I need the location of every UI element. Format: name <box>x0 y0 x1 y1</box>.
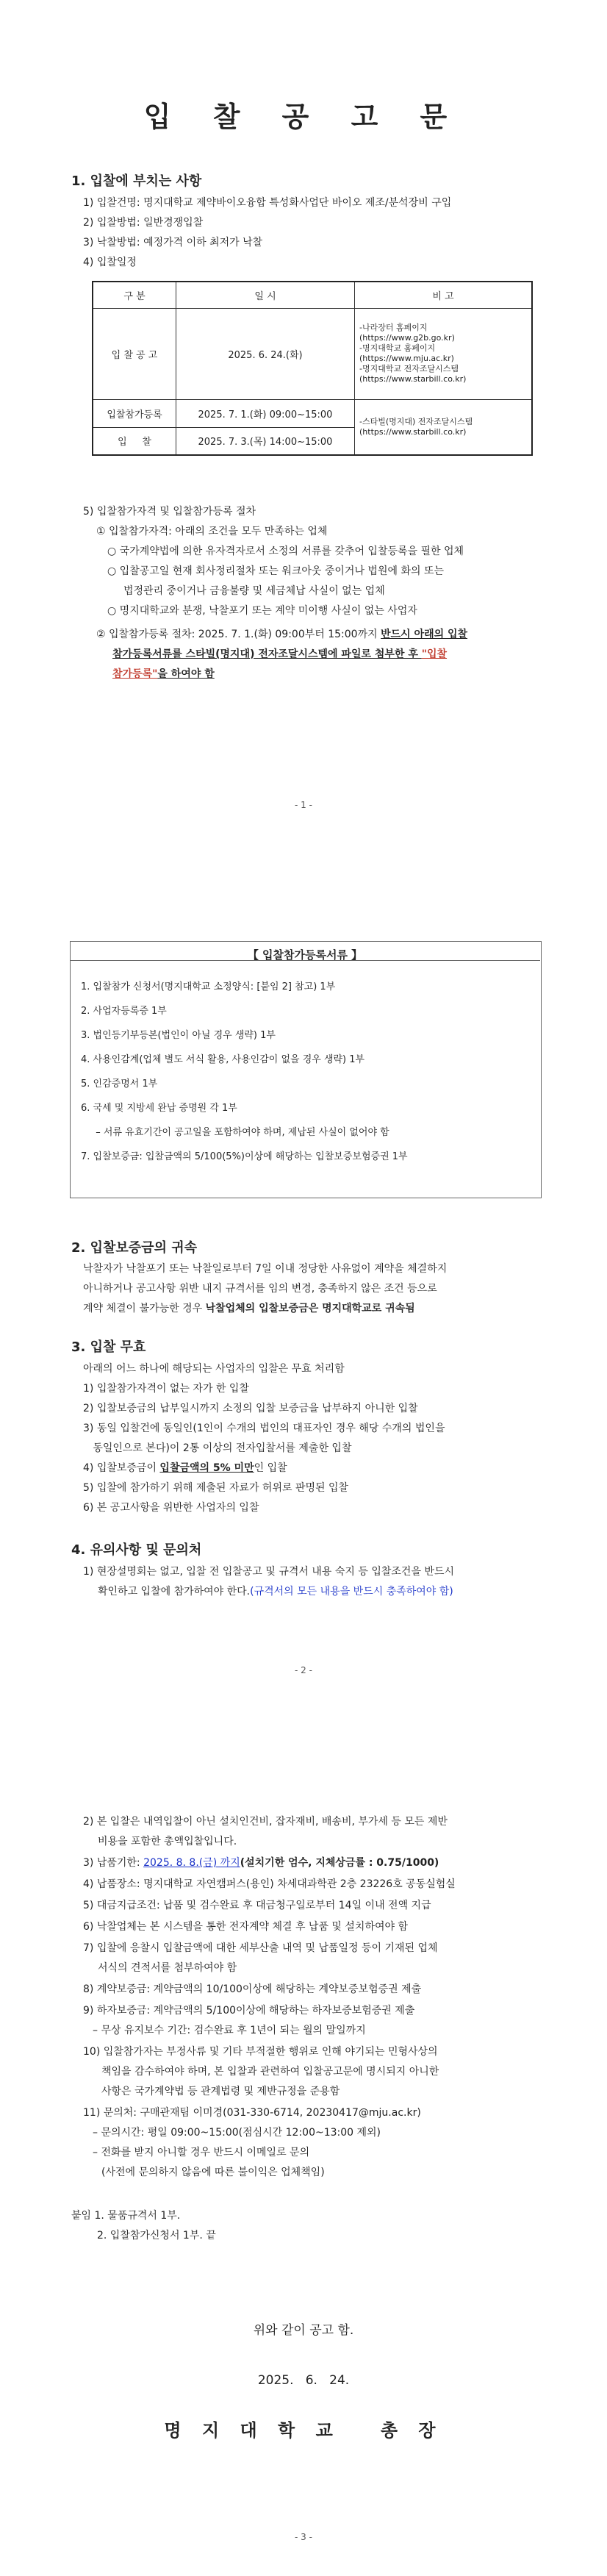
s3-item-4 <box>83 1461 287 1475</box>
s1-item-2: 2) 입찰방법: 일반경쟁입찰 <box>83 217 204 229</box>
p3-line-15: 11) 문의처: 구매관재팀 이미경(031-330-6714, 20230417@mju.ac.kr) <box>83 2107 421 2119</box>
header-category: 구 분 <box>93 282 176 308</box>
item-5-1c: ○ 명지대학교와 분쟁, 낙찰포기 또는 계약 미이행 사실이 없는 사업자 <box>107 605 417 617</box>
s2-line-3-pre: 계약 체결이 불가능한 경우 <box>83 1303 206 1314</box>
closing-statement: 위와 같이 공고 함. <box>253 2323 354 2338</box>
s3-item-3-cont: 동일인으로 본다)이 2통 이상의 전자입찰서를 제출한 입찰 <box>83 1442 352 1454</box>
box-item-7: 7. 입찰보증금: 입찰금액의 5/100(5%)이상에 해당하는 입찰보증보험증권 1부 <box>81 1151 408 1162</box>
p3-line-12: 10) 입찰참가자는 부정사류 및 기타 부적절한 행위로 인해 야기되는 민형사상의 <box>83 2046 438 2058</box>
box-item-3: 3. 법인등기부등본(법인이 아닐 경우 생략) 1부 <box>81 1030 276 1041</box>
box-item-5: 5. 인감증명서 1부 <box>81 1078 158 1090</box>
p3-line-3 <box>83 1856 439 1870</box>
header-datetime: 일 시 <box>176 282 355 308</box>
s3-intro: 아래의 어느 하나에 해당되는 사업자의 입찰은 무효 처리함 <box>83 1363 345 1375</box>
p3-line-1: 2) 본 입찰은 내역입찰이 아닌 설치인건비, 잡자재비, 배송비, 부가세 등 모든 제반 <box>83 1816 448 1828</box>
s3-item-4-emphasis: 입찰금액의 5% 미만 <box>159 1462 254 1474</box>
signer-name: 명 지 대 학 교 총 장 <box>164 2420 443 2441</box>
p3-line-14: 사항은 국가계약법 등 관계법령 및 제반규정을 준용함 <box>101 2086 340 2097</box>
p3-line-8: 서식의 견적서를 첨부하여야 함 <box>98 1962 237 1974</box>
s3-item-4-pre: 4) 입찰보증금이 <box>83 1462 160 1474</box>
p3-line-6: 6) 낙찰업체는 본 시스템을 통한 전자계약 체결 후 납품 및 설치하여야 함 <box>83 1921 408 1933</box>
p3-line-13: 책임을 감수하여야 하며, 본 입찰과 관련하여 입찰공고문에 명시되지 아니한 <box>101 2066 439 2078</box>
item-5-2-line2 <box>112 647 447 662</box>
box-divider <box>70 960 540 961</box>
p3-line-18: (사전에 문의하지 않음에 따른 불이익은 업체책임) <box>101 2167 325 2178</box>
section-4-heading: 4. 유의사항 및 문의처 <box>71 1542 202 1558</box>
announcement-date: 2025. 6. 24. <box>257 2373 350 2388</box>
item-5-2-line3 <box>112 667 215 681</box>
section-1-heading: 1. 입찰에 부치는 사항 <box>71 173 202 189</box>
section-2-heading: 2. 입찰보증금의 귀속 <box>71 1240 197 1256</box>
p3-line-3-pre: 3) 납품기한: <box>83 1857 144 1869</box>
p3-line-3-bold: (설치기한 엄수, 지체상금률 : 0.75/1000) <box>240 1857 439 1869</box>
item-5-1b: ○ 입찰공고일 현재 회사정리절차 또는 워크아웃 중이거나 법원에 화의 또는 <box>107 565 444 577</box>
s3-item-5: 5) 입찰에 참가하기 위해 제출된 자료가 허위로 판명된 입찰 <box>83 1482 349 1494</box>
section-3-heading: 3. 입찰 무효 <box>71 1339 146 1355</box>
row-announce-date: 2025. 6. 24.(화) <box>176 308 355 399</box>
p3-line-7: 7) 입찰에 응찰시 입찰금액에 대한 세부산출 내역 및 납품일정 등이 기재된 업체 <box>83 1942 438 1954</box>
p3-line-9: 8) 계약보증금: 계약금액의 10/100이상에 해당하는 계약보증보험증권 제출 <box>83 1983 422 1995</box>
item-5-2-emphasis-2: 참가등록서류를 스타빌(명지대) 전자조달시스템에 파일로 첨부한 후 <box>112 648 422 660</box>
p3-line-4: 4) 납품장소: 명지대학교 자연캠퍼스(용인) 차세대과학관 2층 23226호 공동실험실 <box>83 1878 456 1890</box>
row-announce-note: -나라장터 홈페이지 (https://www.g2b.go.kr) -명지대학교 홈페이지 (https://www.mju.ac.kr) -명지대학교 전자조달시스템 (https://www.starbill.co.kr) <box>355 308 533 399</box>
box-item-6-note: – 서류 유효기간이 공고일을 포함하여야 하며, 제납된 사실이 없어야 함 <box>90 1127 389 1138</box>
page-number-2: - 2 - <box>295 1665 312 1675</box>
s2-line-2: 아니하거나 공고사항 위반 내지 규격서를 임의 변경, 충족하지 않은 조건 등으로 <box>83 1283 437 1295</box>
attachment-2: 2. 입찰참가신청서 1부. 끝 <box>97 2230 216 2242</box>
p3-line-3-blue: 2025. 8. 8.(금) 까지 <box>143 1857 240 1869</box>
p3-line-16: – 문의시간: 평일 09:00~15:00(점심시간 12:00~13:00 제외) <box>93 2127 381 2139</box>
header-note: 비 고 <box>355 282 533 308</box>
document-title: 입 찰 공 고 문 <box>143 101 464 133</box>
s3-item-2: 2) 입찰보증금의 납부일시까지 소정의 입찰 보증금을 납부하지 아니한 입찰 <box>83 1403 418 1414</box>
s3-item-1: 1) 입찰참가자격이 없는 자가 한 입찰 <box>83 1383 249 1395</box>
box-item-4: 4. 사용인감계(업체 별도 서식 활용, 사용인감이 없을 경우 생략) 1부 <box>81 1054 365 1065</box>
s3-item-3: 3) 동일 입찰건에 동일인(1인이 수개의 법인의 대표자인 경우 해당 수개의 법인을 <box>83 1423 445 1434</box>
item-5-1: ① 입찰참가자격: 아래의 조건을 모두 만족하는 업체 <box>96 526 328 537</box>
box-item-2: 2. 사업자등록증 1부 <box>81 1006 167 1017</box>
item-5-1a: ○ 국가계약법에 의한 유자격자로서 소정의 서류를 갖추어 입찰등록을 필한 업체 <box>107 545 464 557</box>
item-5-2-red: "입찰 <box>421 648 448 660</box>
s1-item-3: 3) 낙찰방법: 예정가격 이하 최저가 낙찰 <box>83 237 263 248</box>
s2-line-1: 낙찰자가 낙찰포기 또는 낙찰일로부터 7일 이내 정당한 사유없이 계약을 체결하지 <box>83 1263 448 1275</box>
box-title: 【 입찰참가등록서류 】 <box>247 948 363 962</box>
s4-line-2-blue: (규격서의 모든 내용을 반드시 충족하여야 함) <box>250 1586 453 1598</box>
s2-line-3 <box>83 1301 415 1316</box>
page-number-1: - 1 - <box>295 800 312 810</box>
item-5-2-emphasis: 반드시 아래의 입찰 <box>381 629 468 640</box>
s1-item-4: 4) 입찰일정 <box>83 257 137 268</box>
p3-line-17: – 전화를 받지 아니할 경우 반드시 이메일로 문의 <box>93 2147 310 2158</box>
s4-line-1: 1) 현장설명회는 없고, 입찰 전 입찰공고 및 규격서 내용 숙지 등 입찰조건을 반드시 <box>83 1566 454 1578</box>
schedule-table <box>92 281 533 456</box>
p3-line-2: 비용을 포함한 총액입찰입니다. <box>98 1836 237 1847</box>
row-announce-label: 입 찰 공 고 <box>93 308 176 399</box>
row-bid-label: 입 찰 <box>93 427 176 455</box>
box-item-1: 1. 입찰참가 신청서(명지대학교 소정양식: [붙임 2] 참고) 1부 <box>81 981 336 992</box>
row-register-date: 2025. 7. 1.(화) 09:00~15:00 <box>176 399 355 427</box>
s4-line-2 <box>98 1584 453 1599</box>
s2-line-3-bold: 낙찰업체의 입찰보증금은 명지대학교로 귀속됨 <box>205 1303 415 1314</box>
item-5: 5) 입찰참가자격 및 입찰참가등록 절차 <box>83 506 256 518</box>
item-5-2-pre: ② 입찰참가등록 절차: 2025. 7. 1.(화) 09:00부터 15:00까지 <box>96 629 381 640</box>
attachment-1: 붙임 1. 물품규격서 1부. <box>71 2210 181 2222</box>
s3-item-6: 6) 본 공고사항을 위반한 사업자의 입찰 <box>83 1502 259 1514</box>
row-register-note: -스타빌(명지대) 전자조달시스템 (https://www.starbill.co.kr) <box>355 399 533 455</box>
s1-item-1: 1) 입찰건명: 명지대학교 제약바이오융합 특성화사업단 바이오 제조/분석장비 구입 <box>83 197 452 209</box>
item-5-2-red-2: 참가등록" <box>112 668 158 680</box>
box-item-6: 6. 국세 및 지방세 완납 증명원 각 1부 <box>81 1103 237 1114</box>
s4-line-2-pre: 확인하고 입찰에 참가하여야 한다. <box>98 1586 251 1598</box>
page-number-3: - 3 - <box>295 2532 312 2542</box>
row-bid-date: 2025. 7. 3.(목) 14:00~15:00 <box>176 427 355 455</box>
s3-item-4-post: 인 입찰 <box>254 1462 287 1474</box>
row-register-label: 입찰참가등록 <box>93 399 176 427</box>
p3-line-10: 9) 하자보증금: 계약금액의 5/100이상에 해당하는 하자보증보험증권 제출 <box>83 2005 415 2017</box>
p3-line-5: 5) 대금지급조건: 납품 및 검수완료 후 대금청구일로부터 14일 이내 전액 지급 <box>83 1900 431 1911</box>
item-5-1b-cont: 법정관리 중이거나 금융불량 및 세금체납 사실이 없는 업체 <box>123 585 385 597</box>
p3-line-11: – 무상 유지보수 기간: 검수완료 후 1년이 되는 월의 말일까지 <box>93 2025 366 2036</box>
item-5-2-line1 <box>96 627 467 642</box>
item-5-2-end: 을 하여야 함 <box>157 668 215 680</box>
